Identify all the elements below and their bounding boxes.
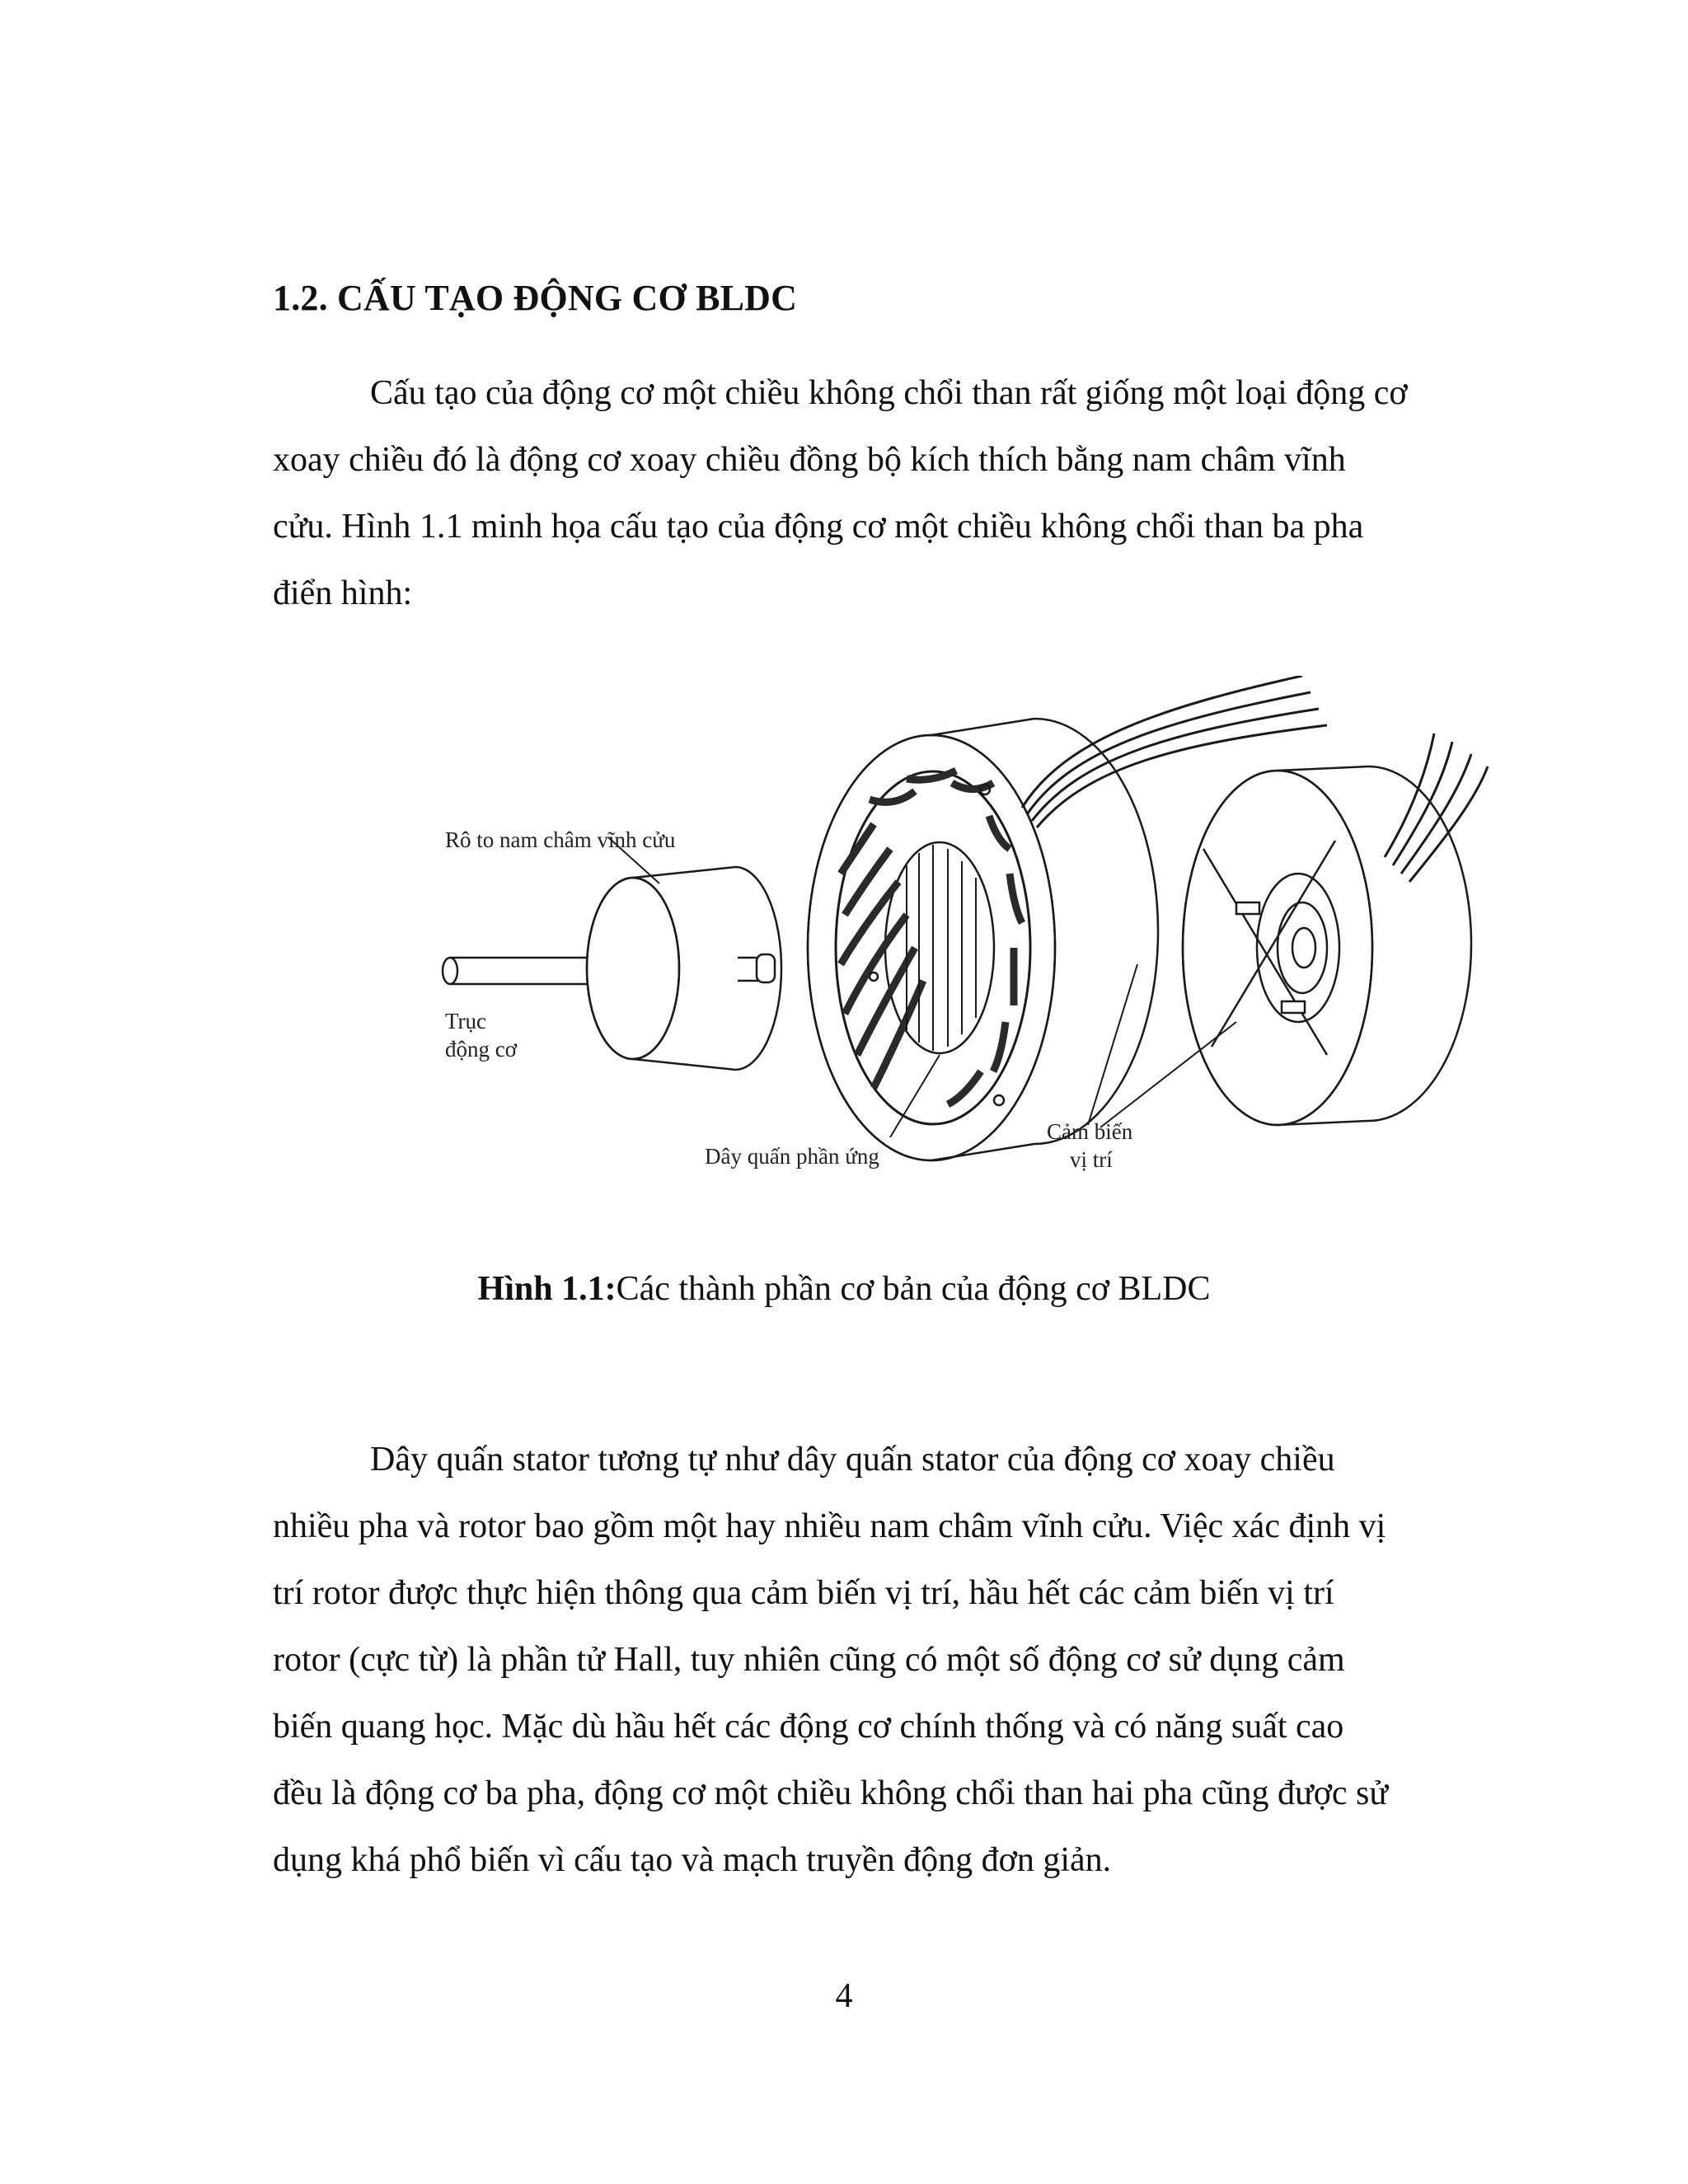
- position-sensor-endcap: [1183, 766, 1471, 1125]
- figure-caption: [0, 1269, 1688, 1309]
- rotor-label: Rô to nam châm vĩnh cửu: [445, 827, 676, 852]
- bldc-motor-figure: [412, 676, 1517, 1203]
- permanent-magnet-rotor: [587, 867, 781, 1070]
- bldc-exploded-diagram: [412, 676, 1517, 1203]
- paragraph-line: nhiều pha và rotor bao gồm một hay nhiều nam châm vĩnh cửu. Việc xác định vị: [273, 1507, 1386, 1545]
- paragraph-line: điển hình:: [273, 574, 413, 612]
- shaft-label-line1: Trục: [445, 1009, 487, 1033]
- paragraph-line: dụng khá phổ biến vì cấu tạo và mạch truyền động đơn giản.: [273, 1841, 1112, 1879]
- winding-label: Dây quấn phần ứng: [705, 1144, 879, 1169]
- sensor-label-line2: vị trí: [1070, 1147, 1113, 1172]
- sensor-label-line1: Cảm biến: [1047, 1119, 1133, 1144]
- intro-paragraph: [273, 360, 1526, 627]
- stator-with-windings: [808, 719, 1158, 1160]
- paragraph-line: biến quang học. Mặc dù hầu hết các động cơ chính thống và có năng suất cao: [273, 1708, 1344, 1746]
- shaft-label-line2: động cơ: [445, 1037, 518, 1062]
- paragraph-line: cửu. Hình 1.1 minh họa cấu tạo của động cơ một chiều không chổi than ba pha: [273, 508, 1364, 546]
- figure-caption-label: Hình 1.1:: [477, 1270, 617, 1308]
- figure-caption-text: Các thành phần cơ bản của động cơ BLDC: [616, 1270, 1211, 1308]
- paragraph-line: xoay chiều đó là động cơ xoay chiều đồng bộ kích thích bằng nam châm vĩnh: [273, 441, 1346, 479]
- section-heading: 1.2. CẤU TẠO ĐỘNG CƠ BLDC: [273, 278, 798, 318]
- paragraph-line: Cấu tạo của động cơ một chiều không chổi than rất giống một loại động cơ: [370, 374, 1408, 412]
- paragraph-line: trí rotor được thực hiện thông qua cảm biến vị trí, hầu hết các cảm biến vị trí: [273, 1574, 1334, 1612]
- paragraph-line: Dây quấn stator tương tự như dây quấn stator của động cơ xoay chiều: [370, 1441, 1335, 1479]
- page-number: 4: [835, 1977, 853, 2015]
- body-paragraph: [273, 1427, 1526, 1894]
- paragraph-line: đều là động cơ ba pha, động cơ một chiều không chổi than hai pha cũng được sử: [273, 1774, 1389, 1812]
- paragraph-line: rotor (cực từ) là phần tử Hall, tuy nhiên cũng có một số động cơ sử dụng cảm: [273, 1641, 1345, 1679]
